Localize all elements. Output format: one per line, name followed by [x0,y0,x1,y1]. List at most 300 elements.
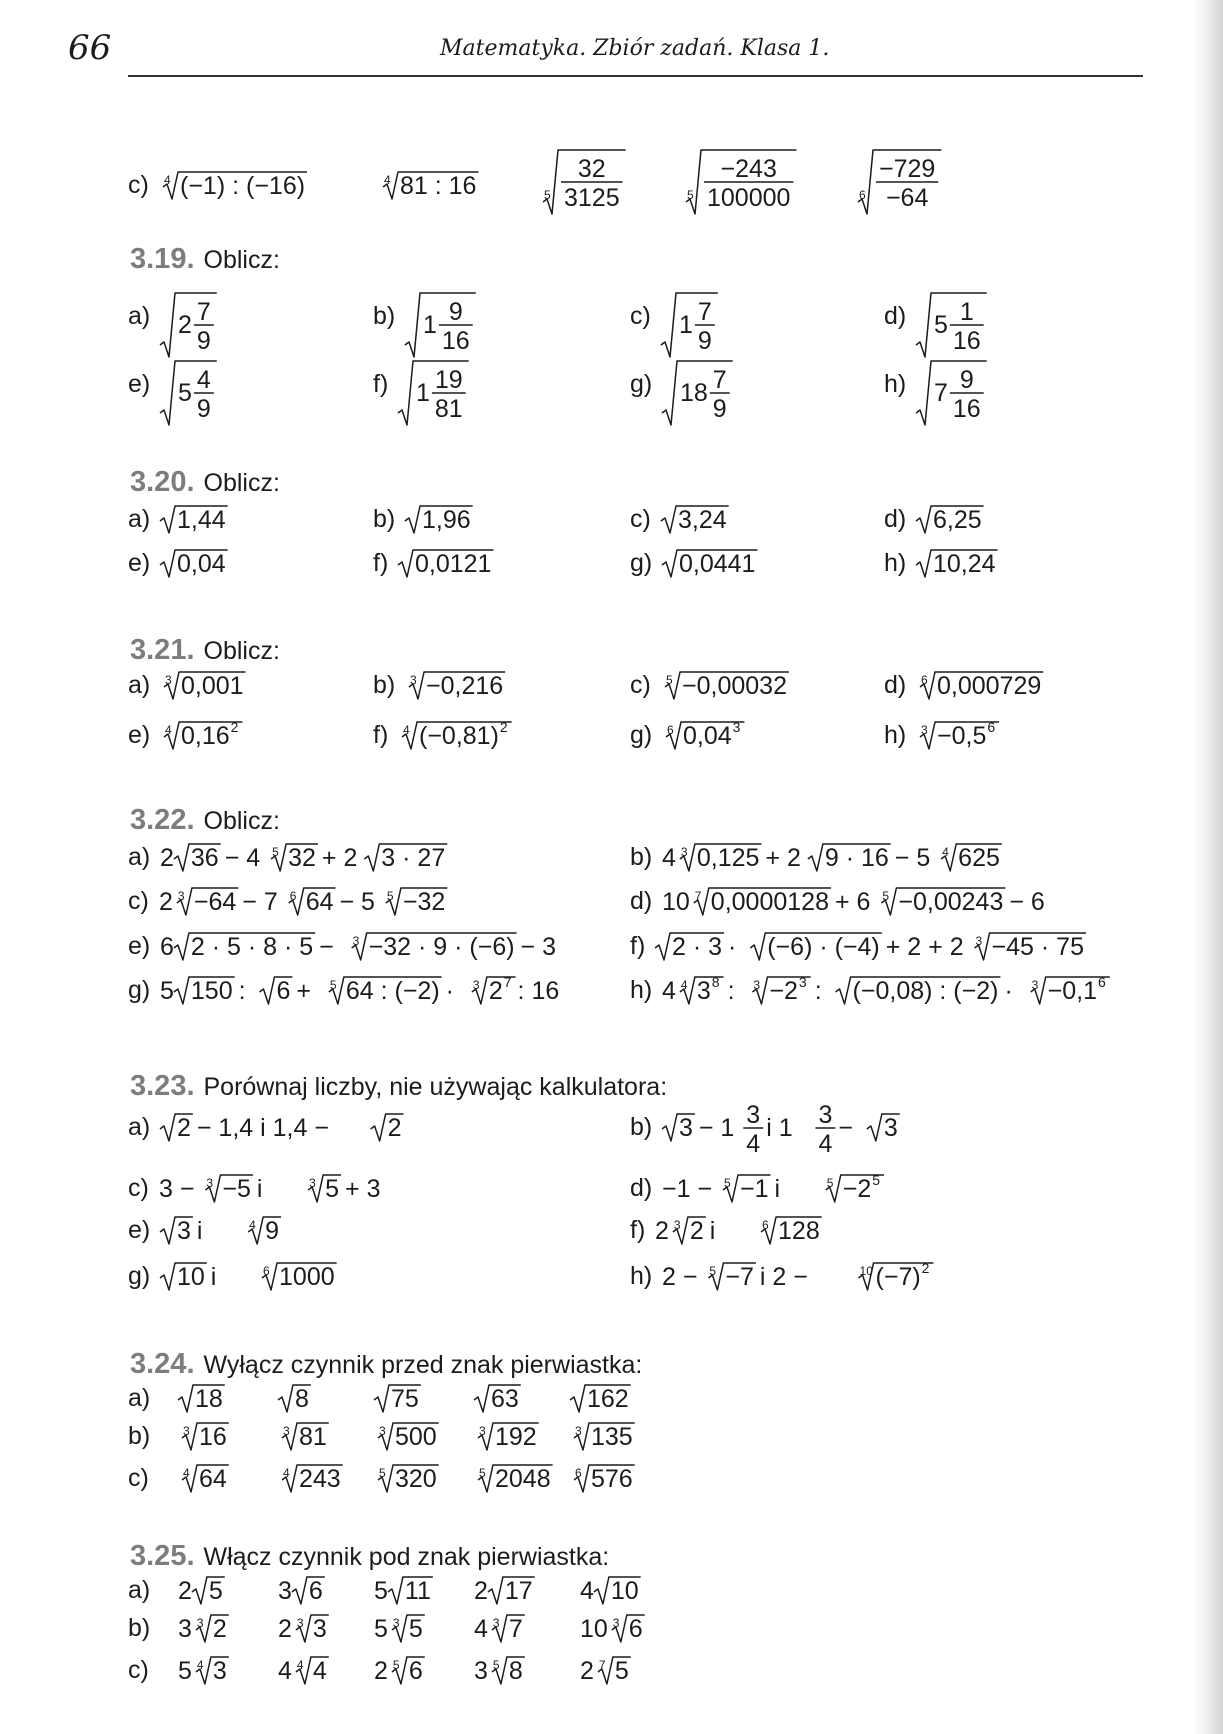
list-item [373,346,516,422]
exercise-number: 3.22. [130,804,195,836]
row-label: c) [128,1463,149,1492]
root-expression [157,150,347,220]
radicand: 0,0000128 [711,888,830,916]
exercise-instruction: Porównaj liczby, nie używając kalkulatora: [203,1073,668,1101]
list-item [578,1606,688,1650]
math-expression [914,710,1114,760]
denominator: 9 [197,395,212,423]
numerator: 7 [713,366,727,394]
item-label: a) [128,842,151,871]
item-label: c) [630,301,651,330]
radicand: 128 [778,1217,821,1245]
math-text: 4 [662,844,677,872]
exponent: 6 [1098,974,1107,990]
math-text: 4 [474,1615,488,1643]
math-expression [914,660,1114,710]
list-item [630,922,1153,970]
math-expression [653,922,1153,970]
exercise-instruction: Oblicz: [203,807,280,835]
item-label: c) [630,670,651,699]
denominator: 4 [818,1130,833,1158]
radicand: 320 [395,1465,437,1493]
list-item [884,660,1114,710]
math-expression [660,966,1160,1014]
mixed-whole-part: 1 [423,311,438,339]
root-index: 6 [575,1466,582,1480]
row-label: b) [128,1421,151,1450]
radicand: 576 [591,1465,633,1493]
radicand: 192 [495,1423,537,1451]
math-expression [396,538,556,588]
exercise-instruction: Oblicz: [203,469,280,497]
item-label: b) [630,842,653,871]
math-expression [660,538,820,588]
root-index: 4 [296,1658,304,1672]
exercise-header [130,243,280,276]
math-expression [472,1456,582,1500]
item-label: f) [630,931,646,960]
radicand: −5 [222,1175,251,1203]
math-text: i [197,1217,203,1245]
root-index: 4 [249,1218,257,1232]
math-expression [158,346,278,422]
math-expression [403,660,603,710]
exercise-instruction: Wyłącz czynnik przed znak pierwiastka: [203,1351,643,1379]
mixed-whole-part: 1 [678,311,693,339]
radicand: 2 [387,1114,402,1142]
math-expression [537,145,687,225]
radicand: 75 [391,1385,419,1413]
exercise-number: 3.19. [130,243,195,275]
radicand: 2048 [495,1465,551,1493]
math-expression [176,1648,286,1692]
exercise-instruction: Włącz czynnik pod znak pierwiastka: [203,1543,610,1571]
math-expression [176,1456,286,1500]
exponent: 5 [872,1172,881,1188]
list-item [568,1414,678,1458]
exponent: 3 [732,719,741,735]
radicand: 64 : (−2) [346,977,440,1005]
radicand: 500 [395,1423,437,1451]
math-text: + 6 [835,888,871,916]
root-expression [852,145,1002,225]
radicand: 18 [195,1385,223,1413]
math-expression [372,1456,482,1500]
radicand: 6,25 [933,506,982,534]
root-index: 5 [826,1176,834,1190]
list-item [568,1456,678,1500]
radicand: 9 · 16 [825,844,890,872]
list-item [176,1414,286,1458]
list-item [630,538,820,588]
radicand: 4 [312,1657,327,1685]
root-index: 4 [196,1658,204,1672]
item-label: b) [373,301,396,330]
math-expression [176,1606,286,1650]
math-expression [680,145,830,225]
math-expression [157,877,607,925]
root-index: 3 [612,1616,620,1630]
math-text: 2 [374,1657,388,1685]
root-index: 5 [492,1658,500,1672]
math-text: − [319,933,335,961]
item-label: b) [373,504,396,533]
math-text: i [211,1263,217,1291]
root-index: 3 [308,1176,316,1190]
math-expression [158,833,608,881]
list-item [630,346,780,422]
item-label: h) [884,548,907,577]
item-label: f) [373,548,389,577]
math-expression [276,1648,386,1692]
list-item [128,966,608,1014]
radicand: −2 [842,1175,872,1203]
list-item [630,833,1160,881]
numerator: 9 [960,366,974,394]
root-index: 4 [403,723,410,737]
radicand: (−1) : (−16) [179,172,305,200]
root-index: 3 [283,1424,290,1438]
math-text: 2 [158,888,173,916]
item-label: g) [630,369,653,398]
radicand: 11 [404,1577,431,1605]
list-item [373,538,556,588]
radicand: 625 [958,844,1001,872]
math-text: 2 [474,1577,488,1605]
denominator: 4 [746,1130,761,1158]
math-expression [914,346,1034,422]
math-text: : [727,977,735,1005]
radicand: (−7) [875,1263,921,1291]
math-expression [659,494,819,544]
list-item [176,1456,286,1500]
math-text: 2 [580,1657,594,1685]
radicand: 2 [212,1615,227,1643]
row-c-previous [0,145,1223,212]
math-expression [472,1648,582,1692]
numerator: 7 [197,298,212,326]
root-index: 5 [479,1466,486,1480]
math-expression [158,1252,588,1300]
math-text: · [1004,977,1014,1005]
math-text: · [728,933,737,961]
list-item [630,1092,1090,1162]
radicand: −0,216 [426,672,504,700]
root-index: 3 [177,889,185,903]
radicand: 2 · 3 [672,933,723,961]
list-item [630,278,779,354]
math-text: 6 [160,933,175,961]
exponent: 6 [987,719,996,735]
radicand: −0,1 [1047,977,1098,1005]
math-text: − 3 [520,933,557,961]
exercise-number: 3.23. [130,1070,195,1102]
root-index: 3 [296,1616,304,1630]
item-label: c) [128,1173,149,1202]
math-text: · [445,977,455,1005]
numerator: 32 [577,155,606,183]
list-item [884,710,1114,760]
radicand: 10,24 [933,550,996,578]
radicand: 7 [508,1615,523,1643]
math-text: i 2 − [760,1263,809,1291]
math-text: − 7 [242,888,278,916]
math-text: 2 [178,1577,192,1605]
item-label: e) [128,1215,151,1244]
math-text: i [710,1217,716,1245]
root-index: 3 [183,1424,190,1438]
list-item [128,278,278,354]
exponent: 8 [712,974,720,990]
radicand: 1,96 [422,506,471,534]
math-expression [158,710,358,760]
denominator: 9 [713,395,727,423]
math-expression [158,494,318,544]
root-index: 3 [479,1424,486,1438]
root-index: 6 [859,188,866,202]
root-index: 5 [544,188,551,202]
list-item [630,1164,1090,1212]
list-item [276,1606,386,1650]
root-index: 3 [165,673,172,687]
root-expression [537,145,687,225]
radicand: 0,16 [181,722,230,750]
item-label: h) [630,1261,653,1290]
radicand: 2 [489,977,504,1005]
radicand: 9 [265,1217,280,1245]
math-text: : 16 [517,977,560,1005]
item-label: a) [128,1112,151,1141]
row-label: b) [128,1613,151,1642]
root-index: 6 [667,723,674,737]
item-label: h) [884,720,907,749]
exercise-instruction: Oblicz: [203,246,280,274]
radicand: −0,00032 [681,672,787,700]
exercise-number: 3.24. [130,1348,195,1380]
root-index: 7 [598,1658,606,1672]
exercise-number: 3.20. [130,466,195,498]
math-text: 2 [160,844,175,872]
radicand: 0,0121 [415,550,492,578]
list-item [128,710,358,760]
item-label: e) [128,369,151,398]
math-expression [158,538,318,588]
list-item [372,1606,482,1650]
list-item [630,710,860,760]
root-index: 5 [709,1264,717,1278]
mixed-whole-part: 5 [934,311,949,339]
math-text: i [774,1175,781,1203]
root-index: 5 [724,1176,731,1190]
math-text: 5 [374,1615,388,1643]
radicand: 3 [679,1114,694,1142]
item-label: a) [128,504,151,533]
root-index: 3 [1031,978,1039,992]
denominator: 100000 [707,184,791,212]
item-label: e) [128,931,151,960]
math-text: 2 [655,1217,670,1245]
denominator: 9 [697,327,712,355]
row-label: a) [128,1383,151,1412]
root-index: 3 [352,934,360,948]
radicand: 36 [191,844,219,872]
root-index: 4 [163,173,171,187]
radicand: −32 · 9 · (−6) [368,933,515,961]
math-expression [659,278,779,354]
math-expression [472,1414,582,1458]
list-item [630,1206,1083,1254]
math-text: − 4 [224,844,261,872]
mixed-whole-part: 1 [416,379,431,407]
radicand: −2 [769,977,799,1005]
list-item [373,278,523,354]
row-label: c) [128,1655,149,1684]
math-text: 3 [278,1577,292,1605]
list-item [276,1648,386,1692]
math-expression [403,278,523,354]
item-label: g) [128,975,151,1004]
denominator: 3125 [564,184,620,212]
math-expression [472,1606,582,1650]
radicand: 0,04 [683,722,732,750]
root-index: 4 [942,845,950,859]
radicand: −7 [725,1263,755,1291]
item-label: d) [884,504,907,533]
radicand: 8 [295,1385,309,1413]
list-item [128,1206,588,1254]
math-expression [372,1414,482,1458]
math-text: − 1,4 i 1,4 − [197,1114,330,1142]
math-text: 5 [374,1577,388,1605]
math-text: 3 − [158,1175,195,1203]
radicand: 5 [614,1657,629,1685]
radicand: (−0,81) [419,722,500,750]
radicand: 2 [177,1114,192,1142]
numerator: 19 [435,366,463,394]
radicand: 3 [697,977,712,1005]
math-expression [158,1206,588,1254]
root-index: 4 [183,1466,190,1480]
math-text: − [838,1114,854,1142]
root-index: 5 [882,889,890,903]
list-item [884,346,1034,422]
math-expression [568,1456,678,1500]
math-expression [578,1648,688,1692]
math-expression [157,1164,587,1212]
math-text: + 3 [344,1175,381,1203]
exponent: 2 [921,1260,930,1276]
item-label: c) [128,170,149,199]
item-label: g) [630,720,653,749]
denominator: 9 [197,327,212,355]
math-expression [158,1092,588,1162]
radicand: 243 [299,1465,341,1493]
math-text: 2 − [662,1263,698,1291]
radicand: −0,5 [937,722,987,750]
list-item [472,1456,582,1500]
math-text: + [296,977,312,1005]
math-expression [660,1252,1090,1300]
page-number: 66 [68,28,112,68]
mixed-whole-part: 18 [680,379,709,407]
math-text: 10 [662,888,691,916]
mixed-whole-part: 2 [178,311,193,339]
item-label: c) [630,504,651,533]
denominator: 16 [953,395,981,423]
running-title: Matematyka. Zbiór zadań. Klasa 1. [440,36,830,61]
math-expression [396,710,596,760]
radicand: 0,001 [181,672,244,700]
radicand: 64 [305,888,334,916]
math-expression [158,278,278,354]
math-expression [568,1414,678,1458]
root-index: 4 [165,723,172,737]
math-expression [852,145,1002,225]
math-text: 4 [662,977,677,1005]
item-label: h) [630,975,653,1004]
radicand: −45 · 75 [991,933,1085,961]
math-text: + 2 [765,844,802,872]
list-item [372,1648,482,1692]
radicand: 3 [312,1615,327,1643]
radicand: 6 [308,1577,323,1605]
item-label: g) [128,1261,151,1290]
radicand: 150 [191,977,233,1005]
list-item [128,1252,588,1300]
root-index: 3 [575,1424,582,1438]
list-item [472,1414,582,1458]
item-label: e) [128,720,151,749]
root-index: 5 [665,673,673,687]
radicand: 0,125 [697,844,760,872]
math-text: + 2 + 2 [886,933,964,961]
radicand: 2 [690,1217,705,1245]
radicand: 3 [177,1217,192,1245]
exercise-number: 3.21. [130,634,195,666]
math-text: − 6 [1009,888,1046,916]
exponent: 3 [799,974,807,990]
radicand: 1,44 [177,506,226,534]
math-expression [403,494,563,544]
root-index: 5 [392,1658,400,1672]
list-item [372,1456,482,1500]
math-text: − 1 [699,1114,735,1142]
math-expression [276,1606,386,1650]
list-item [472,1606,582,1650]
exponent: 7 [504,974,512,990]
math-text: − 5 [895,844,931,872]
radicand: 5 [324,1175,339,1203]
math-expression [653,1206,1083,1254]
list-item [128,833,608,881]
root-index: 3 [206,1176,213,1190]
list-item [373,660,603,710]
math-expression [157,150,347,220]
root-index: 5 [379,1466,386,1480]
item-label: b) [373,670,396,699]
math-text: 3 [178,1615,192,1643]
math-expression [660,710,860,760]
root-index: 6 [289,889,297,903]
root-index: 3 [410,673,417,687]
list-item [128,877,607,925]
list-item [884,538,1074,588]
item-label: c) [128,886,149,915]
mixed-whole-part: 7 [934,379,949,407]
root-index: 3 [492,1616,500,1630]
exercise-number: 3.25. [130,1540,195,1572]
denominator: 81 [435,395,463,423]
